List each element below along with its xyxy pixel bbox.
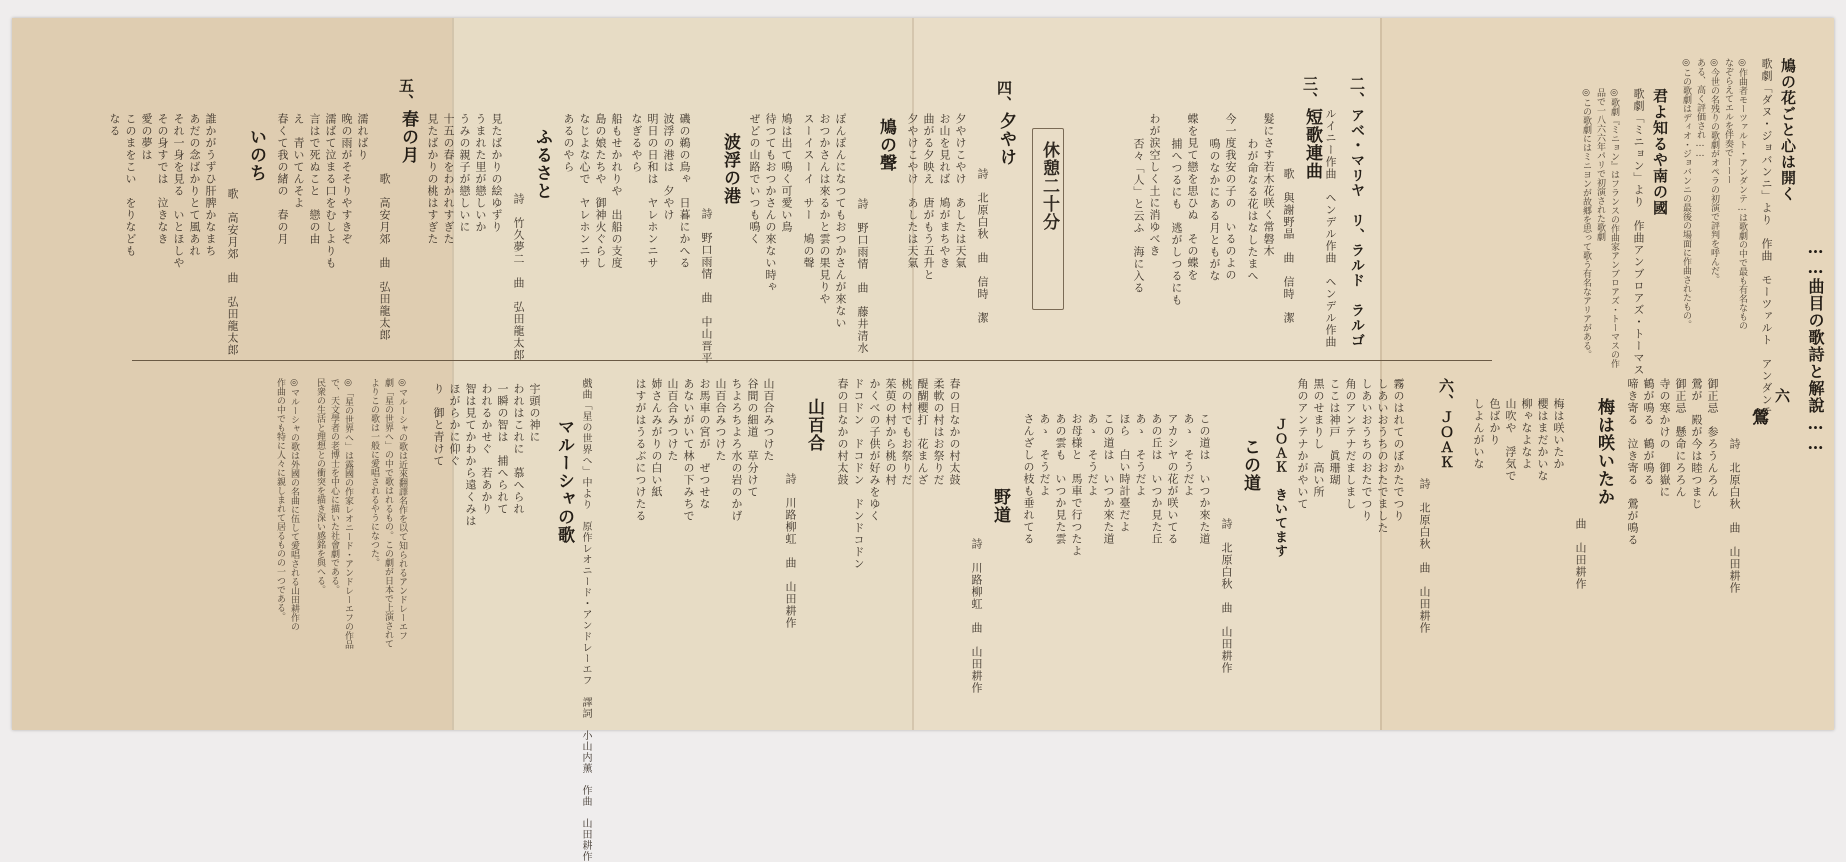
section-divider — [132, 360, 1492, 361]
lyric-line: あゝ そうだよ — [1038, 413, 1051, 497]
lyric-line: あゝ そうだよ — [1086, 413, 1099, 497]
song-credit: ルイニー作曲 ヘンデル作曲 ヘンデル作曲 — [1324, 108, 1337, 348]
lyric-line: 波浮の港は 夕やけ — [662, 113, 675, 221]
song-title: 春の月 — [398, 110, 418, 164]
lyric-line: 磯の鵜の鳥ゃ 日暮にかへる — [678, 113, 691, 269]
lyric-line: ぜどの山路でいつも鳴く — [748, 113, 761, 245]
song-credit: 詩 野口雨情 曲 中山晋平 — [700, 208, 713, 364]
lyric-line: 春の日なかの村太鼓 — [948, 378, 961, 486]
lyric-line: 鶴が鳴る 鶴が鳴る — [1642, 378, 1655, 486]
lyric-line: 柔軟の村はお祭りだ — [932, 378, 945, 486]
song-title: 波浮の港 — [720, 133, 740, 205]
song-title: 山百合 — [804, 398, 824, 452]
lyric-line: 色ばかり — [1488, 398, 1501, 446]
lyric-line: 霧のはれてのぼかたでつり — [1392, 378, 1405, 522]
song-credit: 詩 北原白秋 曲 山田耕作 — [1220, 518, 1233, 674]
lyric-line: 夕やけこやけ あしたは天氣 — [906, 113, 919, 269]
lyric-line: なじよな心で ヤレホンニサ — [578, 113, 591, 269]
lyric-line: それ一身を見る いとほしや — [172, 113, 185, 269]
song-credit: 戲曲「星の世界へ」中より 原作レオニード・アンドレーエフ 譯詞 小山内薰 作曲 山田耕作 — [580, 378, 591, 862]
song-credit: 詩 川路柳虹 曲 山田耕作 — [784, 473, 797, 629]
lyric-line: われるかせぐ 若あかり — [480, 383, 493, 515]
lyric-line: 十五の春をわかれすぎた — [442, 113, 455, 245]
lyric-line: あの丘は いつか見た丘 — [1150, 413, 1163, 545]
lyric-line: さんざしの枝も垂れてる — [1022, 413, 1035, 545]
lyric-line: 待つてもおつかさんの來ない時ゃ — [764, 113, 777, 293]
song-credit: 詩 北原白秋 曲 信時 潔 — [976, 168, 989, 324]
lyric-line: 今一度我安の子の いるのよの — [1224, 113, 1237, 281]
note-line: ◎この歌劇はディオ・ジョバンニの最後の場面に作曲されたもの。 — [1681, 58, 1691, 329]
lyric-line: 鳴のなかにある月ともがな — [1208, 138, 1221, 282]
lyric-line: 御正忌 参ろうんろん — [1706, 378, 1719, 498]
lyric-line: 見たばかりの桃はすぎた — [426, 113, 439, 245]
note-line: ある、高く評価され…… — [1695, 58, 1705, 159]
lyric-line: 山百合みつけた — [666, 378, 679, 462]
note-line: ◎この歌劇にはミニヨンが故郷を思って歌う有名なアリアがある。 — [1581, 88, 1591, 359]
song-title: ＪＯＡＫ — [1438, 410, 1454, 470]
song-credit: 詩 川路柳虹 曲 山田耕作 — [970, 538, 983, 694]
lyric-line: わが涙空しく土に消ゆべき — [1148, 113, 1161, 257]
lyric-line: このまをこい をりなども — [124, 113, 137, 257]
lyric-line: しあいおうちのおたでました — [1376, 378, 1389, 534]
lyric-line: 角のアンテナだましまし — [1344, 378, 1357, 510]
lyric-line: 寺の寒かけの 御嶽に — [1658, 378, 1671, 498]
note-line: ◎作曲者モーツァルト・アンダンテ…は歌劇の中で最も有名なもの — [1737, 58, 1747, 330]
lyric-line: 捕へつるにも 逃がしつるにも — [1170, 138, 1183, 306]
note-line: なぞらえてエルを伴奏でーーー — [1723, 58, 1733, 184]
lyric-line: 髮にさす若木花咲く常磐木 — [1262, 113, 1275, 257]
page-title: ……曲目の歌詩と解說…… — [1806, 238, 1825, 454]
lyric-line: 濡ばて泣まる口をむしよりも — [324, 113, 337, 269]
lyric-line: 言はで死ぬこと 戀の由 — [308, 113, 321, 245]
lyric-line: 山百合みつけた — [762, 378, 775, 462]
lyric-line: 誰かがうずひ肝脾かなまち — [204, 113, 217, 257]
lyric-line: 春くて我の緒の 春の月 — [276, 113, 289, 245]
note-line: で、天文學者の老博士を中心に描いた社會劇である。 — [329, 378, 339, 594]
lyric-line: ほがらかに仰ぐ — [448, 383, 461, 467]
song-credit: 詩 北原白秋 曲 山田耕作 — [1728, 438, 1741, 594]
lyric-line: 愛の夢は — [140, 113, 153, 161]
lyric-line: ここは神戸 眞珊瑚 — [1328, 378, 1341, 486]
lyric-line: 見たばかりの絵ゆずり — [490, 113, 503, 233]
lyric-line: 櫻はまだかいな — [1536, 398, 1549, 482]
lyric-line: 夕やけこやけ あしたは天氣 — [954, 113, 967, 269]
lyric-line: お馬車の宮が ぜつせな — [698, 378, 711, 510]
lyric-line: あないがいて林の下みちで — [682, 378, 695, 522]
lyric-line: スーイスーイ サー 鳩の聲 — [802, 113, 815, 269]
lyric-line: 否々「人」と云ふ 海に入る — [1132, 138, 1145, 294]
song-credit: 歌 高安月郊 曲 弘田龍太郎 — [226, 188, 239, 356]
lyric-line: 桃の村でもお祭りだ — [900, 378, 913, 486]
lyric-line: はすがはうるぶにつけたる — [634, 378, 647, 522]
song-title: 野道 — [990, 488, 1010, 524]
note-line: ◎「星の世界へ」は露國の作家レオニード・アンドレーエフの作品 — [343, 378, 353, 649]
note-line: ◎歌劇『ミニョン』はフランスの作曲家アンブロアズ・トーマスの作 — [1609, 88, 1619, 368]
lyric-line: 曲がる夕映え 唐がもう五升と — [922, 113, 935, 281]
lyric-line: り 御と青けて — [432, 383, 445, 467]
song-credit: 詩 北原白秋 曲 山田耕作 — [1418, 478, 1431, 634]
lyric-line: 醍醐櫻打 花まんざ — [916, 378, 929, 486]
song-title: 夕やけ — [996, 112, 1016, 166]
song-title: いのち — [246, 128, 266, 182]
lyric-line: 濡ればり — [356, 113, 369, 161]
lyric-line: ちよろちよろ水の岩のかげ — [730, 378, 743, 522]
note-line: 民衆の生活と理想との衝突を描き深い感銘を與へる。 — [315, 378, 325, 594]
lyric-line: この道は いつか來た道 — [1102, 413, 1115, 545]
note-line: ◎マルーシャの歌は近來翻譯名作を以て知られるアンドレーエフ — [397, 378, 407, 640]
song-title: マルーシャの歌 — [554, 418, 574, 544]
note-line: 作曲の中でも特に人々に親しまれて居るものの一つである。 — [275, 378, 285, 621]
lyric-line: アカシヤの花が咲いてる — [1166, 413, 1179, 545]
program-sheet — [12, 18, 1834, 862]
lyric-line: 蝶を見て戀を思ひぬ その蝶を — [1186, 113, 1199, 281]
lyric-line: 春の日なかの村太鼓 — [836, 378, 849, 486]
lyric-line: その身すでは 泣きなき — [156, 113, 169, 245]
section-number: 三、 — [1301, 76, 1319, 108]
lyric-line: なぎるやら — [630, 113, 643, 173]
song-title: ふるさと — [532, 128, 552, 200]
lyric-line: 鶯が 殿が今は睦つまじ — [1690, 378, 1703, 510]
intermission-label: 休憩二十分 — [1039, 141, 1059, 231]
lyric-line: 姉さんみがりの白い紙 — [650, 378, 663, 498]
section-mark: 六 — [1773, 388, 1791, 404]
intermission-box — [1032, 128, 1064, 310]
lyric-line: お母様と 馬車で行つたよ — [1070, 413, 1083, 557]
lyric-line: 島の娘たちや 御神火ぐらし — [594, 113, 607, 269]
lyric-line: 晚の雨がそそりやすきぞ — [340, 113, 353, 245]
section-number: 五、 — [397, 78, 415, 110]
lyric-line: え 青いてんそよ — [292, 113, 305, 209]
song-credit: 歌 與謝野晶 曲 信時 潔 — [1282, 168, 1295, 324]
lyric-line: 谷間の細道 草分けて — [746, 378, 759, 498]
song-title: 鶯 — [1748, 408, 1768, 426]
lyric-line: この道は いつか來た道 — [1198, 413, 1211, 545]
song-title: アベ・マリヤ リ、ラルド ラルゴ — [1349, 108, 1365, 348]
lyric-line: しあいおうちのおたでつり — [1360, 378, 1373, 522]
lyric-line: あゝ そうだよ — [1182, 413, 1195, 497]
lyric-line: 角のアンテナかがやいて — [1296, 378, 1309, 510]
lyric-line: かくべの子供が好みをゆく — [868, 378, 881, 522]
lyric-line: あの雲も いつか見た雲 — [1054, 413, 1067, 545]
fold-line — [1380, 18, 1382, 730]
song-title: 短歌連曲 — [1302, 108, 1322, 180]
lyric-line: うまれた里が戀しいか — [474, 113, 487, 233]
song-credit: 詩 野口雨情 曲 藤井清水 — [856, 198, 869, 354]
song-title: 君よ知るや南の國 — [1651, 88, 1669, 216]
song-credit: 歌劇「ミニョン」より 作曲アンブロアズ・トーマス — [1632, 88, 1645, 376]
lyric-line: しよんがいな — [1472, 398, 1485, 470]
section-number: 六、 — [1437, 378, 1455, 410]
song-credit: 曲 山田耕作 — [1574, 518, 1587, 590]
song-credit: 歌劇「ダヌ・ジョバンニ」より 作曲 モーツァルト アンダンテ — [1760, 58, 1773, 418]
lyric-line: 柳ゃなよなよ — [1520, 398, 1533, 470]
lyric-line: ぽんぽんになつてもおつかさんが來ない — [834, 113, 847, 329]
lyric-line: 茱萸の村から桃の村 — [884, 378, 897, 486]
lyric-line: 智は見てかわから遠くみは — [464, 383, 477, 527]
lyric-line: お山を見れば 鳩がまちやき — [938, 113, 951, 269]
song-credit: 歌 高安月郊 曲 弘田龍太郎 — [378, 173, 391, 341]
song-title: 梅は咲いたか — [1594, 398, 1614, 506]
joak-tagline: ＪＯＡＫ きいてます — [1272, 418, 1287, 558]
lyric-line: 山百合みつけた — [714, 378, 727, 462]
lyric-line: 宇頭の神に — [528, 383, 541, 443]
lyric-line: あるのやら — [562, 113, 575, 173]
lyric-line: おつかさんは來るかと雲の果見りや — [818, 113, 831, 305]
lyric-line: ほら 白い時計臺だよ — [1118, 413, 1131, 533]
note-line: 品で一八六六年パリで初演された歌劇 — [1595, 88, 1605, 241]
lyric-line: 明日の日和は ヤレホンニサ — [646, 113, 659, 269]
note-line: ◎マルーシャの歌は外國の名曲に伍して愛唱される山田耕作の — [289, 378, 299, 631]
note-line: 劇「星の世界へ」の中で歌はれるもの。この劇が日本で上演されて — [383, 378, 393, 648]
lyric-line: 黒のせまりし 高い所 — [1312, 378, 1325, 498]
song-credit: 詩 竹久夢二 曲 弘田龍太郎 — [512, 193, 525, 361]
song-title: この道 — [1240, 438, 1260, 492]
lyric-line: なる — [108, 113, 121, 137]
lyric-line: 一瞬の智は 捕へられて — [496, 383, 509, 515]
section-number: 四、 — [995, 80, 1013, 112]
lyric-line: 船もせかれりや 出船の支度 — [610, 113, 623, 269]
lyric-line: 啼き寄る 泣き寄る 鶯が鳴る — [1626, 378, 1639, 546]
lyric-line: 御正忌 懸命にろろん — [1674, 378, 1687, 498]
lyric-line: あだの念ばかりとて風あれ — [188, 113, 201, 257]
lyric-line: 鳩は出て鳴く可愛い鳥 — [780, 113, 793, 233]
lyric-line: われはこれに 慕へられ — [512, 383, 525, 515]
lyric-line: 山吹や 浮気で — [1504, 398, 1517, 482]
note-line: ◎今世の名残りの歌劇がオペラの初演で評判を呼んだ。 — [1709, 58, 1719, 284]
lyric-line: ドコドン ドコドン ドンドコドン — [852, 378, 865, 570]
lyric-line: 梅は咲いたか — [1552, 398, 1565, 470]
lyric-line: わが命なる花はなしたまへ — [1246, 138, 1259, 282]
lyric-line: あゝ そうだよ — [1134, 413, 1147, 497]
section-number: 二、 — [1348, 76, 1366, 108]
song-title: 鳩の花ごと心は開く — [1779, 58, 1797, 202]
note-line: よりこの歌は一般に愛唱されるやうになつた。 — [369, 378, 379, 567]
song-title: 鳩の聲 — [876, 118, 896, 172]
lyric-line: うみの親子が戀しいに — [458, 113, 471, 233]
